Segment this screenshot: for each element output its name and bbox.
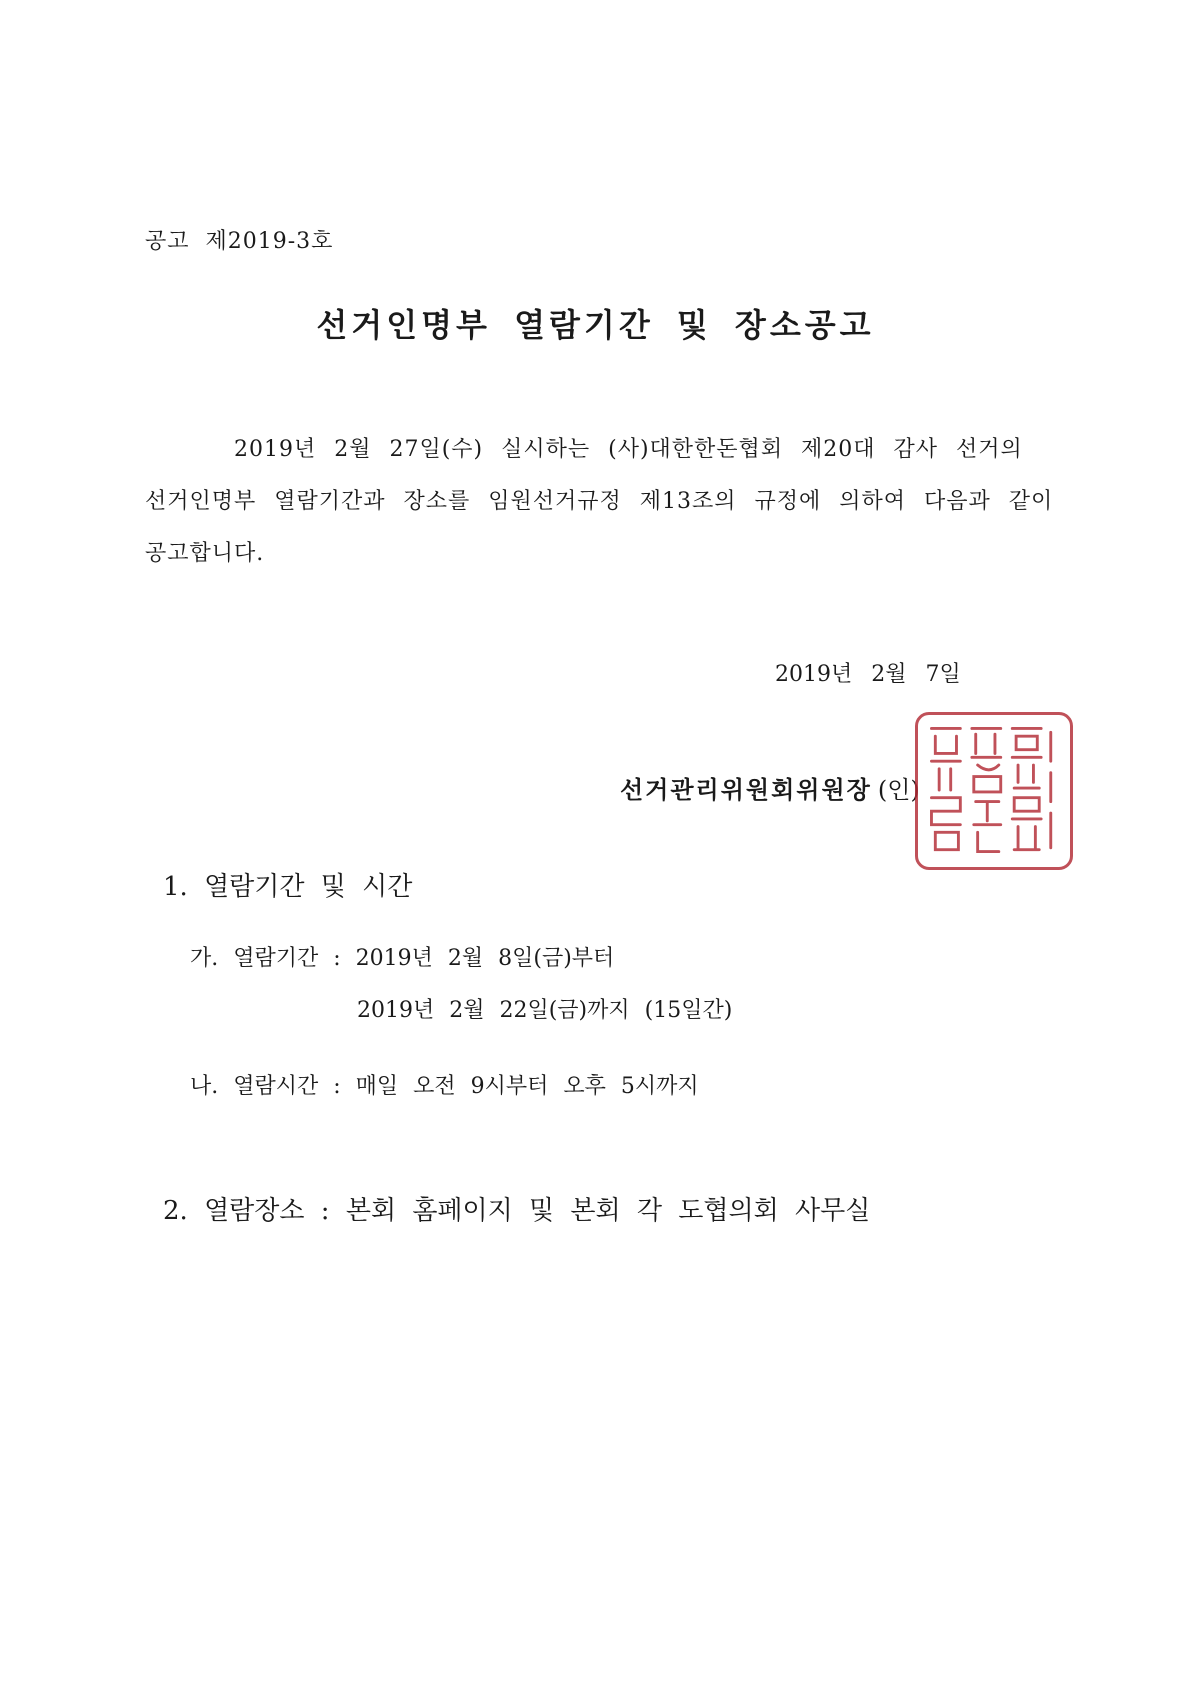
seal-mark-text: (인) xyxy=(877,776,920,804)
body-line-2: 선거인명부 열람기간과 장소를 임원선거규정 제13조의 규정에 의하여 다음과 같이 xyxy=(145,489,1054,514)
document-title: 선거인명부 열람기간 및 장소공고 xyxy=(316,306,875,344)
official-seal-stamp xyxy=(915,712,1073,870)
section-1-heading: 1. 열람기간 및 시간 xyxy=(163,872,413,902)
section-1-item-a-line-2: 2019년 2월 22일(금)까지 (15일간) xyxy=(357,998,733,1023)
section-1-item-b: 나. 열람시간 : 매일 오전 9시부터 오후 5시까지 xyxy=(190,1074,699,1099)
body-line-3: 공고합니다. xyxy=(145,541,265,566)
signatory xyxy=(620,770,920,805)
notice-number: 공고 제2019-3호 xyxy=(145,229,334,254)
body-line-1: 2019년 2월 27일(수) 실시하는 (사)대한한돈협회 제20대 감사 선거의 xyxy=(234,437,1023,462)
section-2-heading: 2. 열람장소 : 본회 홈페이지 및 본회 각 도협의회 사무실 xyxy=(163,1196,871,1226)
seal-glyphs xyxy=(918,715,1070,867)
notice-date: 2019년 2월 7일 xyxy=(775,662,961,687)
section-1-item-a-line-1: 가. 열람기간 : 2019년 2월 8일(금)부터 xyxy=(190,946,615,971)
signatory-name: 선거관리위원회위원장 xyxy=(620,775,872,804)
